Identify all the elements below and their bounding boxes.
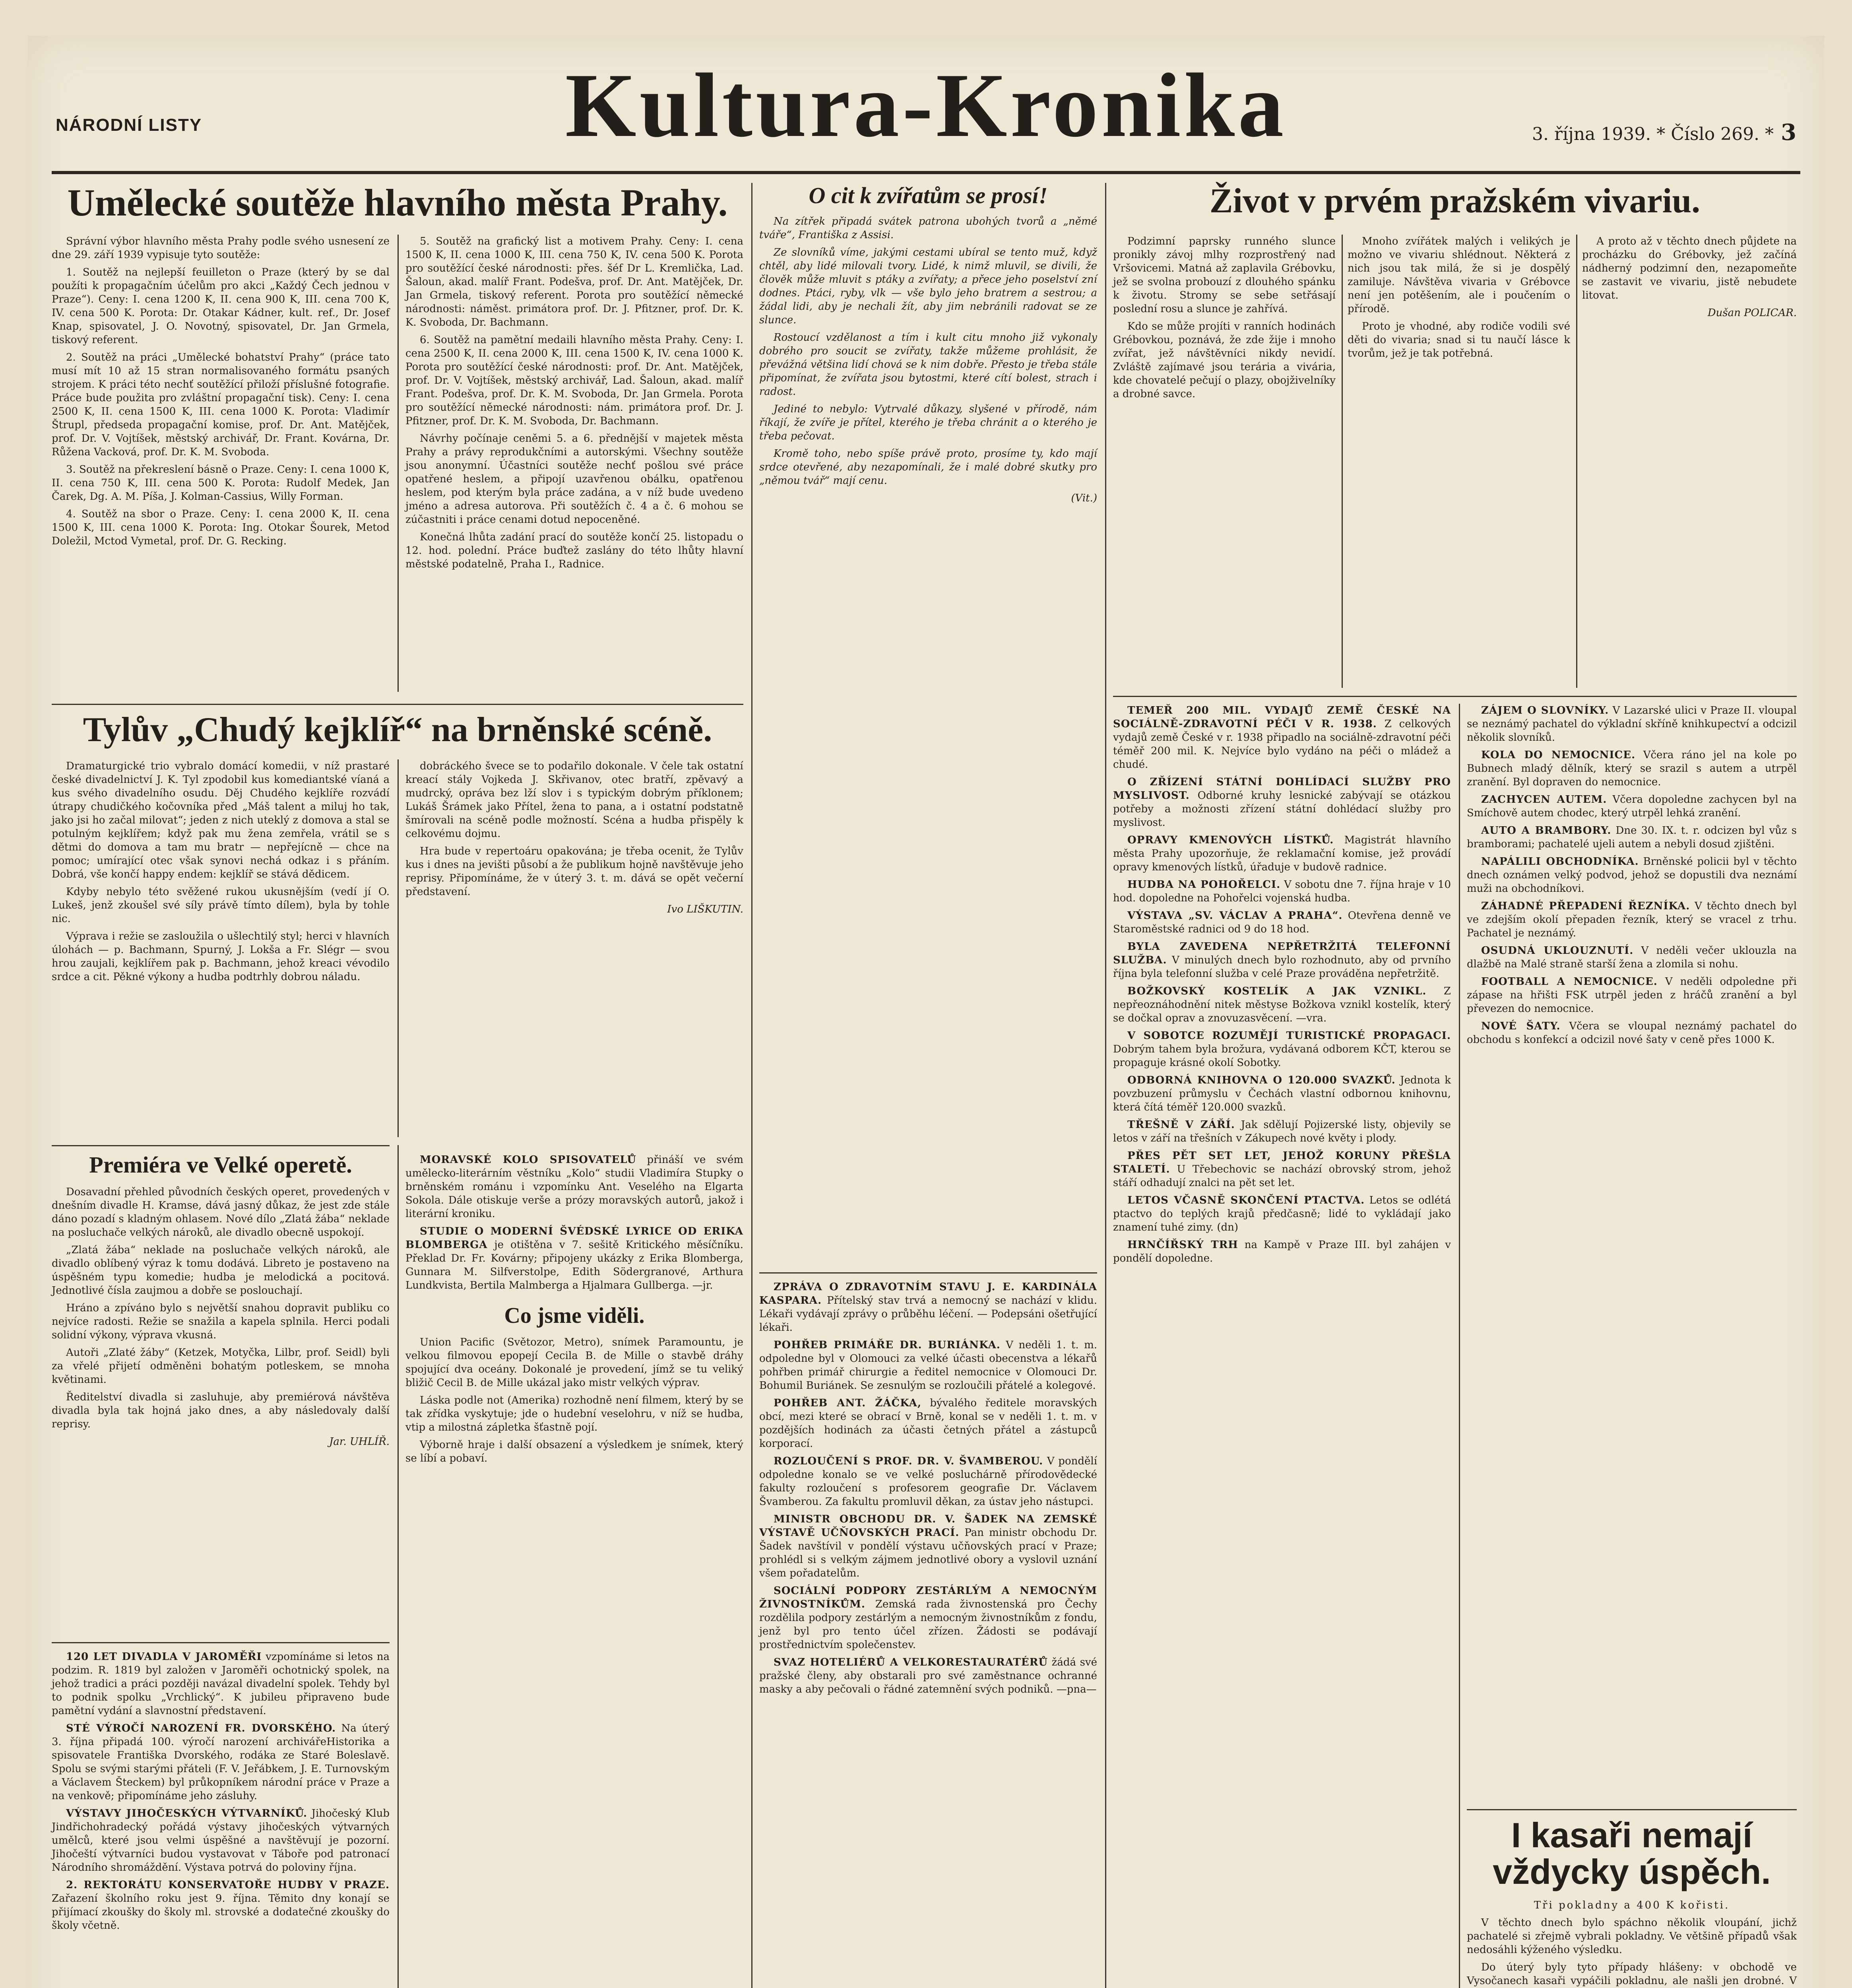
article-soutěže-col1 (52, 235, 390, 552)
news-text: přináší ve svém umělecko-literárním věstníku „Kolo“ studii Vladimíra Stupky o brněnském románu i vzpomínku Ant. Veselého na Elgarta Sokola. Dále otiskuje verše a prózy moravských autorů, jakož i literární kroniku. (405, 1154, 744, 1220)
article-subtitle: Tři pokladny a 400 K kořisti. (1534, 1899, 1730, 1911)
article-vivarium-col3 (1582, 235, 1797, 320)
news-list-center (759, 1280, 1097, 1700)
paragraph: Hra bude v repertoáru opakována; je třeba ocenit, že Tylův kus i dnes na jevišti působí a že publikum hojně navštěvuje jeho reprisy. Připomínáme, že v úterý 3. t. m. dává se opět večerní představení. (405, 845, 743, 898)
news-head: MINISTR OBCHODU DR. V. ŠADEK NA ZEMSKÉ VÝSTAVĚ UČŇOVSKÝCH PRACÍ. (759, 1513, 1097, 1539)
news-item (1467, 793, 1797, 820)
article-kasari (1467, 1817, 1797, 1988)
paragraph: 3. Soutěž na překreslení básně o Praze. Ceny: I. cena 1000 K, II. cena 750 K, III. cena 500 K. Porota: Rudolf Medek, Jan Čarek, Dg. A. M. Píša, J. Kolman-Cassius, Willy Forman. (52, 464, 390, 503)
author-signature: Dušan POLICAR. (1707, 307, 1797, 319)
article-vivarium-col2 (1348, 235, 1570, 364)
news-head: POHŘEB ANT. ŽÁČKA, (774, 1397, 922, 1409)
news-text: V minulých dnech bylo rozhodnuto, aby od prvního října byla telefonní služba v celé Praze prováděna nepřetržitě. (1113, 954, 1451, 980)
news-text: V neděli večer uklouzla na dlažbě na Malé straně starší žena a zlomila si nohu. (1467, 945, 1797, 970)
news-item (52, 1878, 390, 1932)
paragraph: 1. Soutěž na nejlepší feuilleton o Praze (který by se dal použíti k propagačním účelům pro akci „Každý Čech jednou v Praze“). Ceny: I. cena 1200 K, II. cena 900 K, III. cena 700 K, IV. cena 500 K. Porota: Dr. Otakar Kádner, kult. ref., Dr. Josef Knap, spisovatel, J. O. Novotný, spisovatel, Dr. Jan Grmela, tiskový referent. (52, 266, 390, 346)
news-text: Jednota k povzbuzení průmyslu v Čechách vlastní odbornou knihovnu, která čítá téměř 120.000 svazků. (1113, 1074, 1451, 1113)
paragraph: 6. Soutěž na pamětní medaili hlavního města Prahy. Ceny: I. cena 2500 K, II. cena 2000 K, III. cena 1500 K, IV. cena 1000 K. Porota pro soutěžící české národnosti: prof. Dr. Ant. Matějček, prof. Dr. V. Vojtíšek, městský archivář, Lad. Šaloun, akad. malíř Frant. Podešva, prof. Dr. K. M. Svoboda, Dr. Jan Grmela. Porota pro soutěžící německé národnosti: nám. primátora prof. Dr. J. Pfitzner, prof. Dr. K. M. Svoboda, Dr. Bachmann. (405, 334, 743, 427)
news-text: V neděli 1. t. m. odpoledne byl v Olomouci za velké účasti obecenstva a lékařů pohřben primář chirurgie a ředitel nemocnice v Olomouci Dr. Bohumil Buriánek. Se zesnulým se rozloučili přátelé a kolegové. (759, 1339, 1097, 1392)
paragraph: Podzimní paprsky runného slunce pronikly závoj mlhy rozprostřený nad Vršovicemi. Matná až zaplavila Grébovku, jež se svolna probouzí z dlouhého spánku k životu. Stromy se sebe setřásají poslední rosu a slunce je zahřívá. (1113, 235, 1336, 315)
paragraph: dobráckého švece se to podařilo dokonale. V čele tak ostatní kreací stály Vojkeda J. Skřivanov, otec bratří, zpěvavý a mudrcký, opráva bez lží slov i s typickým dobrým příklonem; Lukáš Šrámek jako Přítel, žena to pana, a i ostatní podstatně šmírovali na scéně podle možností. Scéna a hudba přispěly k celkovému dojmu. (405, 760, 743, 840)
author-signature: (Vit.) (1071, 492, 1097, 504)
article-title: Umělecké soutěže hlavního města Prahy. (67, 181, 728, 224)
news-text: vzpomínáme si letos na podzim. R. 1819 byl založen v Jaroměři ochotnický spolek, na jehož tradici a práci později navázal divadelní spolek. Tehdy byl to podnik spolku „Vrchlický“. K jubileu připraveno bude pamětní vydání a slavnostní představení. (52, 1651, 390, 1717)
section-title: Kultura-Kronika (565, 54, 1287, 156)
news-item (1113, 1194, 1451, 1234)
news-text: Přítelský stav trvá a nemocný se nachází v klidu. Lékaři vydávají zprávy o průběhu léčení. — Podepsáni ošetřující lékaři. (759, 1295, 1097, 1334)
news-head: ZÁJEM O SLOVNÍKY. (1481, 705, 1609, 716)
news-head: PŘES PĚT SET LET, JEHOŽ KORUNY PŘEŠLA STALETÍ. (1113, 1150, 1451, 1175)
paragraph: Proto je vhodné, aby rodiče vodili své děti do vivaria; snad si tu naučí lásce k tvorům, jež je tak potřebná. (1348, 320, 1570, 359)
issue-date: 3. října 1939. * Číslo 269. * (1532, 124, 1774, 144)
news-item (1113, 1238, 1451, 1265)
news-item (52, 1807, 390, 1874)
news-head: LETOS VČASNĚ SKONČENÍ PTACTVA. (1127, 1194, 1365, 1206)
news-head: VÝSTAVY JIHOČESKÝCH VÝTVARNÍKŮ. (66, 1807, 308, 1819)
news-head: BYLA ZAVEDENA NEPŘETRŽITÁ TELEFONNÍ SLUŽBA. (1113, 941, 1451, 966)
paragraph: Mnoho zvířátek malých i velikých je možno ve vivariu shlédnout. Některá z nich jsou tak milá, že si je dospělý zamiluje. Návštěva vivaria v Grébovce není jen potěšením, ale i poučením o přírodě. (1348, 235, 1570, 315)
news-head: TEMEŘ 200 MIL. VYDAJŮ ZEMĚ ČESKÉ NA SOCIÁLNĚ-ZDRAVOTNÍ PÉČI V R. 1938. (1113, 705, 1451, 730)
news-text: Na úterý 3. října připadá 100. výročí narození archivářeHistorika a spisovatele Františka Dvorského, rodáka ze Staré Boleslavě. Spolu se svými starými přáteli (F. V. Jeřábkem, J. E. Turnovským a Václavem Šteckem) byl průkopníkem národní práce v Praze a na venkově; připomínáme jeho zásluhy. (52, 1722, 390, 1802)
news-head: VÝSTAVA „SV. VÁCLAV A PRAHA“. (1127, 910, 1343, 922)
news-text: V Lazarské ulici v Praze II. vloupal se neznámý pachatel do výkladní skříně knihkupectví a odcizil několik slovníků. (1467, 705, 1797, 744)
news-list-mid (405, 1153, 743, 1469)
news-item (759, 1656, 1097, 1696)
paragraph: Jediné to nebylo: Vytrvalé důkazy, slyšené v přírodě, nám říkají, že zvíře je přítel, kterého je třeba chránit a o kterého je třeba pečovat. (759, 403, 1097, 442)
article-title: Život v prvém pražském vivariu. (1209, 182, 1701, 220)
article-title: Premiéra ve Velké operetě. (89, 1152, 352, 1178)
news-item (1467, 704, 1797, 744)
publication-label: NÁRODNÍ LISTY (56, 115, 202, 135)
news-head: HRNČÍŘSKÝ TRH (1127, 1239, 1238, 1251)
paragraph: Hráno a zpíváno bylo s největší snahou dopravit publiku co nejvíce radosti. Režie se snažila a kapela splnila. Herci podali solidní výkony, výprava vkusná. (52, 1302, 390, 1341)
page-number: 3 (1781, 119, 1796, 146)
news-text: Z celkových vydajů země České v r. 1938 připadlo na sociálně-zdravotní péči téměř 200 mil. K. Nejvíce bylo vydáno na péči o mládež a chudé. (1113, 718, 1451, 771)
news-head: POHŘEB PRIMÁŘE DR. BURIÁNKA. (774, 1339, 1001, 1351)
news-item (1467, 855, 1797, 895)
article-soutěže-col2 (405, 235, 743, 575)
news-text: V pondělí odpoledne konalo se ve velké posluchárně přírodovědecké fakulty rozloučení s profesorem geografie Dr. Václavem Švamberou. Za fakultu promluvil děkan, za ústav jeho nástupci. (759, 1455, 1098, 1508)
news-item (405, 1225, 743, 1292)
news-head: TŘEŠNĚ V ZÁŘÍ. (1127, 1119, 1235, 1131)
paragraph: Ředitelství divadla si zasluhuje, aby premiérová návštěva divadla byla tak hojná jako dnes, a aby následovaly další reprisy. (52, 1391, 390, 1430)
news-text: Jak sdělují Pojizerské listy, objevily se letos v září na třešních v Zákupech nové květy i plody. (1113, 1119, 1451, 1144)
news-head: ZPRÁVA O ZDRAVOTNÍM STAVU J. E. KARDINÁLA KASPARA. (759, 1281, 1097, 1307)
news-item (759, 1396, 1097, 1450)
news-text: Zařazení školního roku jest 9. října. Těmito dny konají se přijímací zkoušky do školy ml. strovské a dodatečné zkoušky do školy včetně. (52, 1893, 390, 1932)
news-item (405, 1153, 743, 1221)
paragraph: Kdyby nebylo této svěžené rukou ukusnějším (vedí jí O. Lukeš, jenž zkoušel své síly právě tímto dílem), byla by tohle nic. (52, 886, 390, 925)
news-item (1113, 1149, 1451, 1190)
paragraph: Kdo se může projíti v ranních hodinách Grébovkou, poznává, že zde žije i mnoho zvířat, jež návštěvníci nikdy nevidí. Zvláště zajímavé jsou terária a vivária, kde chovatelé pečují o plazy, obojživelníky a drobné savce. (1113, 320, 1336, 400)
news-item (1113, 833, 1451, 874)
news-item (1467, 824, 1797, 851)
news-text: V těchto dnech byl ve zdejším okolí přepaden řezník, který se vracel z trhu. Pachatel je neznámý. (1467, 900, 1797, 939)
news-text: Dne 30. IX. t. r. odcizen byl vůz s bramborami; pachatelé ujeli autem a nebyli dosud zjištěni. (1467, 825, 1797, 850)
article-soutěže (52, 183, 743, 231)
article-title: O cit k zvířatům se prosí! (809, 182, 1048, 208)
paragraph: Autoři „Zlaté žáby“ (Ketzek, Motyčka, Lilbr, prof. Seidl) byli za vřelé přijetí odměněni bohatým potleskem, se mnoha květinami. (52, 1346, 390, 1386)
article-vivarium-col1 (1113, 235, 1336, 405)
news-text: Včera se vloupal neznámý pachatel do obchodu s konfekcí a odcizil nové šaty v ceně přes 1000 K. (1467, 1020, 1797, 1046)
news-item (1113, 984, 1451, 1025)
news-text: U Třebechovic se nachází obrovský strom, jehož stáří odhadují znalci na pět set let. (1113, 1163, 1451, 1189)
news-text: V neděli odpoledne při zápase na hřišti FSK utrpěl jeden z hráčů zranění a byl převezen do nemocnice. (1467, 976, 1797, 1015)
article-title: Tylův „Chudý kejklíř“ na brněnské scéně. (83, 711, 712, 749)
news-head: SOCIÁLNÍ PODPORY ZESTÁRLÝM A NEMOCNÝM ŽIVNOSTNÍKŮM. (759, 1585, 1097, 1610)
news-text: Zemská rada živnostenská pro Čechy rozdělila podpory zestárlým a nemocným živnostníkům z fondu, jenž byl pro tento účel zřízen. Žádosti se podávají prostřednictvím společenstev. (759, 1598, 1098, 1651)
article-kejklir-col1 (52, 759, 390, 988)
news-text: Otevřena denně ve Staroměstské radnici od 9 do 18 hod. (1113, 910, 1451, 935)
news-text: Brněnské policii byl v těchto dnech oznámen velký podvod, jehož se dopustili dva neznámí muži na obchodníkovi. (1467, 856, 1797, 895)
news-item (1467, 975, 1797, 1015)
news-head: NAPÁLILI OBCHODNÍKA. (1481, 856, 1639, 868)
news-text: Z nepřeoznáhodnění nitek městyse Božkova vznikl kostelík, který se dočkal oprav a znovuzasvěcení. —vra. (1113, 985, 1451, 1024)
news-item (1113, 940, 1451, 980)
news-item (759, 1280, 1097, 1334)
article-vivarium (1113, 183, 1797, 227)
news-head: ZÁHADNÉ PŘEPADENÍ ŘEZNÍKA. (1481, 900, 1690, 912)
news-item (1467, 1019, 1797, 1046)
news-item (759, 1512, 1097, 1580)
news-item (1113, 909, 1451, 936)
news-head: 120 LET DIVADLA V JAROMĚŘI (66, 1651, 262, 1663)
author-signature: Jar. UHLÍŘ. (329, 1435, 390, 1448)
news-text: bývalého ředitele moravských obcí, mezi které se obrací v Brně, konal se v neděli 1. t. m. v pozdějších hodinách za účasti četných přátel a zástupců korporací. (759, 1397, 1098, 1450)
news-head: AUTO A BRAMBORY. (1481, 825, 1612, 837)
news-head: HUDBA NA POHOŘELCI. (1127, 879, 1281, 891)
news-item (1113, 1118, 1451, 1145)
paragraph: 2. Soutěž na práci „Umělecké bohatství Prahy“ (práce tato musí mít 10 až 15 stran normalisovaného formátu psaných strojem. K práci této nechť soutěžící přiloží příslušné fotografie. Práce bude použita pro zvláštní propagační tisk). Ceny: I. cena 2500 K, II. cena 1500 K, III. cena 1000 K. Porota: Vladimír Štrupl, předseda propagační komise, prof. Dr. Ant. Matějček, prof. Dr. V. Vojtíšek, městský archivář, Dr. Frant. Kovárna, Dr. Růžena Vacková, prof. Dr. K. M. Svoboda. (52, 351, 390, 458)
paragraph: 4. Soutěž na sbor o Praze. Ceny: I. cena 2000 K, II. cena 1500 K, III. cena 1000 K. Porota: Ing. Otokar Šourek, Metod Doležil, Mctod Vymetal, prof. Dr. G. Recking. (52, 508, 390, 547)
news-text: V sobotu dne 7. října hraje v 10 hod. dopoledne na Pohořelci vojenská hudba. (1113, 879, 1451, 904)
paragraph: Ze slovníků víme, jakými cestami ubíral se tento muž, když chtěl, aby lidé milovali tvory. Lidé, k nimž mluvil, se divili, že člověk může mluvit s ptáky a zvířaty; a přece jeho poselství zní dodnes. Ptáci, ryby, vlk — vše bylo jeho bratrem a sestrou; a žádal lidi, aby je nechali žít, aby jim nebránili radovat se ze slunce. (759, 246, 1097, 326)
paragraph: Rostoucí vzdělanost a tím i kult citu mnoho již vykonaly dobrého pro soucit se zvířaty, takže můžeme prohlásit, že převážná většina lidí chová se k nim dobře. Přesto je třeba stále připomínat, že zvířata jsou bytostmi, které cítí bolest, strach i radost. (759, 331, 1097, 398)
news-item (1113, 878, 1451, 905)
news-text: Dobrým tahem byla brožura, vydávaná odborem KČT, kterou se propaguje krásné okolí Sobotky. (1113, 1043, 1451, 1069)
paragraph: Výprava i režie se zasloužila o ušlechtilý styl; herci v hlavních úlohách — p. Bachmann, Spurný, J. Lokša a Fr. Slégr — svou hrou zaujali, kejklířem pak p. Bachmann, jehož kreaci vévodilo srdce a cit. Pěkné výkony a hudba podtrhly dobrou náladu. (52, 930, 390, 983)
news-text: Letos se odlétá ptactvo do teplých krajů předčasně; lidé to vykládají jako znamení tuhé zimy. (dn) (1113, 1194, 1451, 1233)
article-kejklir (52, 712, 743, 756)
paragraph: A proto až v těchto dnech půjdete na procházku do Grébovky, jež začíná nádherný podzimní den, nezapomeňte se zastavit ve vivariu, jistě nebudete litovat. (1582, 235, 1797, 301)
news-head: V SOBOTCE ROZUMĚJÍ TURISTICKÉ PROPAGACI. (1127, 1030, 1451, 1042)
newspaper-page (28, 36, 1824, 1988)
news-head: ROZLOUČENÍ S PROF. DR. V. ŠVAMBEROU. (774, 1455, 1043, 1467)
news-head: NOVÉ ŠATY. (1481, 1020, 1561, 1032)
news-list-right-center (1113, 704, 1451, 1269)
news-head: MORAVSKÉ KOLO SPISOVATELŮ (420, 1154, 636, 1166)
news-text: Odborné kruhy lesnické zabývají se otázkou potřeby a možnosti zřízení státní dohlédací služby pro myslivost. (1113, 790, 1451, 829)
news-item (1467, 899, 1797, 940)
article-opereta (52, 1153, 390, 1448)
paragraph: Kromě toho, nebo spíše právě proto, prosíme ty, kdo mají srdce otevřené, aby nezapomínali, že i malé dobré skutky pro „němou tvář“ mají cenu. (759, 447, 1097, 487)
news-item (52, 1650, 390, 1718)
news-item (759, 1338, 1097, 1392)
paragraph: Správní výbor hlavního města Prahy podle svého usnesení ze dne 29. září 1939 vypisuje tyto soutěže: (52, 235, 390, 261)
news-item (1467, 748, 1797, 789)
paragraph: „Zlatá žába“ neklade na posluchače velkých nároků, ale divadlo oblíbený výraz k tomu dodává. Libreto je postaveno na úspěšném typu komedie; hudba je melodická a pocitová. Jednotlivé čísla zaujmou a dobře se poslouchají. (52, 1244, 390, 1297)
issue-info (1532, 119, 1796, 146)
news-item (759, 1584, 1097, 1652)
news-list-left (52, 1650, 390, 1936)
news-list-right (1467, 704, 1797, 1050)
paragraph: Výborně hraje i další obsazení a výsledkem je snímek, který se líbí a pobaví. (405, 1439, 743, 1464)
news-head: ODBORNÁ KNIHOVNA O 120.000 SVAZKŮ. (1127, 1074, 1396, 1086)
news-head: SVAZ HOTELIÉRŮ A VELKORESTAURATÉRŮ (774, 1656, 1048, 1668)
news-head: OPRAVY KMENOVÝCH LÍSTKŮ. (1127, 834, 1334, 846)
news-head: STUDIE O MODERNÍ ŠVÉDSKÉ LYRICE OD ERIKA BLOMBERGA (405, 1225, 743, 1251)
news-head: 2. REKTORÁTU KONSERVATOŘE HUDBY V PRAZE. (66, 1879, 390, 1891)
news-text: žádá své pražské členy, aby obstarali pro své zaměstnance ochranné masky a aby pečovali o řádné zatemnění svých podniků. —pna— (759, 1656, 1098, 1695)
news-text: Jihočeský Klub Jindřichohradecký pořádá výstavy jihočeských výtvarných umělců, které jsou velmi úspěšné a navštěvují je pozorní. Jihočeští výtvarníci budou vystavovat v Táboře pod patronací Národního shromáždění. Výstava potrvá do poloviny října. (52, 1807, 390, 1873)
paragraph: Konečná lhůta zadání prací do soutěže končí 25. listopadu o 12. hod. polední. Práce buďtež zaslány do této lhůty hlavní městské podatelně, Praha I., Radnice. (405, 531, 743, 570)
paragraph: Union Pacific (Světozor, Metro), snímek Paramountu, je velkou filmovou epopejí Cecila B. de Mille o stavbě dráhy spojující dva oceány. Dokonalé je provedení, jímž se tu veliký bližič Cecil B. de Mille ukázal jako mistr velkých výprav. (405, 1336, 743, 1389)
news-item (1113, 1029, 1451, 1070)
paragraph: Láska podle not (Amerika) rozhodně není filmem, který by se tak zřídka vyskytuje; jde o hudební veselohru, v níž se hudba, vtip a milostná zápletka šťastně pojí. (405, 1394, 743, 1433)
paragraph: 5. Soutěž na grafický list a motivem Prahy. Ceny: I. cena 1500 K, II. cena 1000 K, III. cena 750 K, IV. cena 500 K. Porota pro soutěžící české národnosti: přes. šéf Dr L. Kremlička, Lad. Šaloun, akad. malíř Frant. Podešva, prof. Dr. Ant. Matějček, Dr. Jan Grmela, tiskový referent. Porota pro soutěžící německé národnosti: náměst. primátora prof. Dr. J. Pfitzner, prof. Dr. K. K. Svoboda, Dr. Bachmann. (405, 235, 743, 328)
article-zvirata (759, 183, 1097, 505)
paragraph: Dramaturgické trio vybralo domácí komedii, v níž prastaré české divadelnictví J. K. Tyl zpodobil kus komediantské víaná a kus svého divadelního osudu. Děj Chudého kejklíře rozvádí útrapy chudičkého kočovníka před „Máš talent a miluj ho tak, jako jsi ho začal milovat“; jeden z nich uteklý z domova a stal se potulným kejklířem; když pak mu žena zemřela, vrátil se s dětmi do domova a tam mu bratr — nepřejícně — chce na pomoc; umírající otec však synovi nechá odkaz i s přáním. Dobrá, vše končí happy endem: kejklíř se stává dědicem. (52, 760, 390, 880)
news-head: O ZŘÍZENÍ STÁTNÍ DOHLÍDACÍ SLUŽBY PRO MYSLIVOST. (1113, 776, 1451, 802)
news-item (759, 1454, 1097, 1508)
news-text: Pan ministr obchodu Dr. Šadek navštívil v pondělí výstavu učňovských prací v Praze; prohlédl si s velkým zájmem jednotlivé obory a vyslovil uznání všem pořadatelům. (759, 1527, 1098, 1579)
news-head: FOOTBALL A NEMOCNICE. (1481, 976, 1658, 988)
news-item (1113, 1074, 1451, 1114)
paragraph: Návrhy počínaje ceněmi 5. a 6. přednější v majetek města Prahy a právy reprodukčními a autorskými. Všechny soutěže jsou anonymní. Účastníci soutěže nechť pošlou své práce opatřené heslem, a připojí uzavřenou obálku, opatřenou heslem, pod kterým byla práce zadána, a v níž bude uvedeno jméno a adresa autorova. Při soutěžích č. 4 a č. 6 mohou se zúčastniti i práce cenami dotud nepoceněné. (405, 433, 743, 526)
masthead (52, 52, 1800, 174)
paragraph: V těchto dnech bylo spáchno několik vloupání, jichž pachatelé si zřejmě vybrali pokladny. Ve většině případů však nedosáhli kýženého výsledku. (1467, 1916, 1797, 1956)
news-text: je otištěna v 7. sešitě Kritického měsíčníku. Překlad Dr. Fr. Kovárny; připojeny ukázky z Erika Blomberga, Gunnara M. Silfverstolpe, Edith Södergranové, Arthura Lundkvista, Bertila Malmberga a Hjalmara Gullberga. —jr. (405, 1239, 743, 1291)
news-item (1467, 944, 1797, 971)
news-text: Včera dopoledne zachycen byl na Smíchově autem chodec, který utrpěl lehká zranění. (1467, 794, 1797, 819)
paragraph: Do úterý byly tyto případy hlášeny: v obchodě ve Vysočanech kasaři vypáčili pokladnu, ale našli jen drobné. V (1467, 1961, 1797, 1987)
news-text: Magistrát hlavního města Prahy upozorňuje, že reklamační komise, jež provádí opravy kmenových lístků, úřaduje v budově radnice. (1113, 834, 1451, 873)
news-item (1113, 704, 1451, 771)
news-text: na Kampě v Praze III. byl zahájen v pondělí dopoledne. (1113, 1239, 1451, 1264)
article-title: I kasaři nemají vždycky úspěch. (1493, 1815, 1771, 1892)
article-kejklir-col2 (405, 759, 743, 916)
paragraph: Na zítřek připadá svátek patrona ubohých tvorů a „němé tváře“, Františka z Assisi. (759, 215, 1097, 241)
news-head: ZACHYCEN AUTEM. (1481, 794, 1607, 806)
news-head: STÉ VÝROČÍ NAROZENÍ FR. DVORSKÉHO. (66, 1722, 336, 1734)
news-head: KOLA DO NEMOCNICE. (1481, 749, 1636, 761)
author-signature: Ivo LIŠKUTIN. (667, 903, 743, 915)
news-item (1113, 775, 1451, 829)
news-head: BOŽKOVSKÝ KOSTELÍK A JAK VZNIKL. (1127, 985, 1427, 997)
paragraph: Dosavadní přehled původních českých operet, provedených v dnešním divadle H. Kramse, dává jasný důkaz, že jest zde stále dáno pozadí s kladným ohlasem. Nové dílo „Zlatá žába“ neklade na posluchače velkých nároků, ale divadlo obecně uspokojí. (52, 1186, 390, 1239)
news-head: OSUDNÁ UKLOUZNUTÍ. (1481, 945, 1634, 957)
news-item (52, 1722, 390, 1803)
article-title: Co jsme viděli. (504, 1303, 645, 1328)
news-text: Včera ráno jel na kole po Bubnech mladý dělník, který se srazil s autem a utrpěl zranění. Byl dopraven do nemocnice. (1467, 749, 1797, 788)
